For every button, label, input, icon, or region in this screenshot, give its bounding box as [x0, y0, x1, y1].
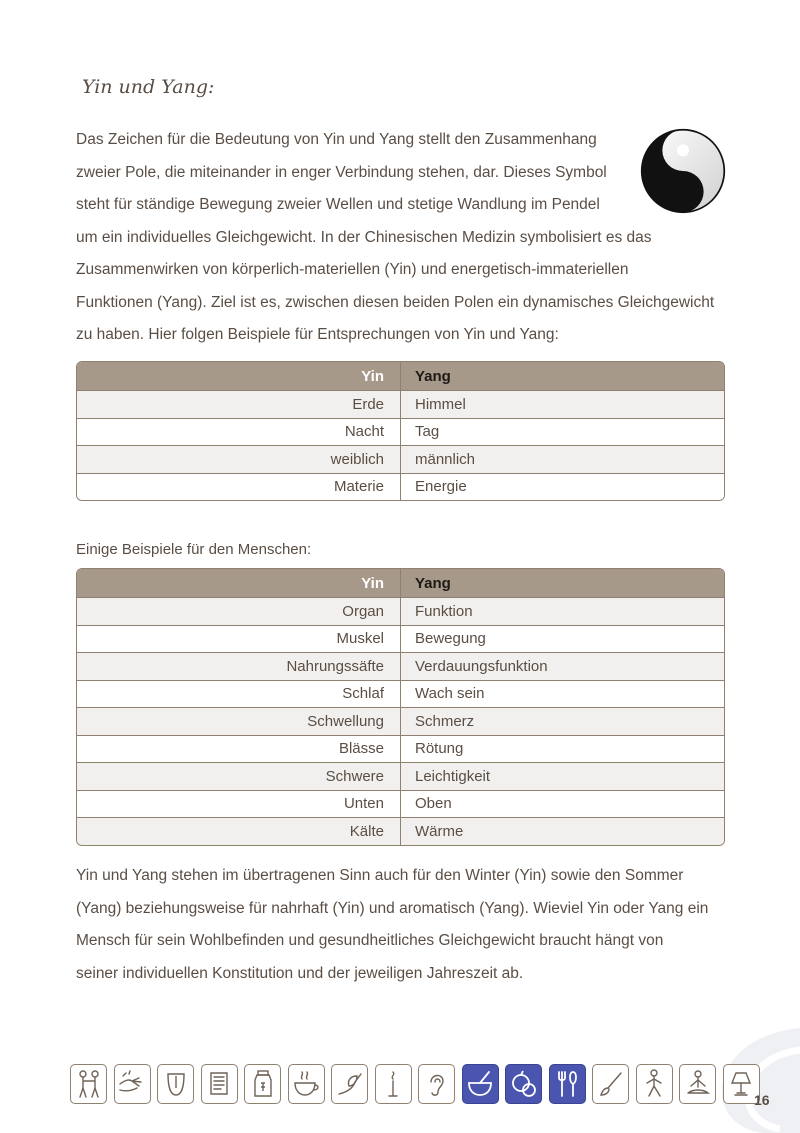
- couple-icon: [74, 1068, 104, 1100]
- cell-yin: Materie: [77, 473, 401, 501]
- nav-meditation[interactable]: [679, 1064, 716, 1104]
- table-row: [77, 418, 724, 446]
- page-number: 16: [754, 1092, 770, 1108]
- cell-yang: Verdauungsfunktion: [401, 652, 724, 680]
- cell-yin: Nahrungssäfte: [77, 652, 401, 680]
- intro-paragraph: [76, 124, 726, 352]
- leaf-hand-icon: [335, 1068, 365, 1100]
- intro-line: Funktionen (Yang). Ziel ist es, zwischen diesen beiden Polen ein dynamisches Gleichgewicht: [76, 293, 715, 311]
- table-row: [77, 390, 724, 418]
- header-yin: Yin: [77, 569, 401, 597]
- section-heading: Yin und Yang:: [82, 76, 215, 98]
- cell-yin: Erde: [77, 390, 401, 418]
- nav-incense[interactable]: [375, 1064, 412, 1104]
- nav-fruit[interactable]: [505, 1064, 542, 1104]
- intro-line: zu haben. Hier folgen Beispiele für Entsprechungen von Yin und Yang:: [76, 326, 559, 343]
- table-row: [77, 597, 724, 625]
- cell-yang: Leichtigkeit: [401, 762, 724, 790]
- cell-yang: Wach sein: [401, 680, 724, 708]
- cell-yin: Kälte: [77, 817, 401, 845]
- lamp-icon: [726, 1068, 756, 1100]
- nav-tea[interactable]: [288, 1064, 325, 1104]
- hands-icon: [117, 1068, 147, 1100]
- nav-couple[interactable]: [70, 1064, 107, 1104]
- intro-line: Zusammenwirken von körperlich-materiellen (Yin) und energetisch-immateriellen: [76, 261, 629, 278]
- closing-paragraph: [76, 860, 726, 990]
- cell-yang: Oben: [401, 790, 724, 818]
- cell-yin: Unten: [77, 790, 401, 818]
- table-row: [77, 707, 724, 735]
- table-row: [77, 473, 724, 501]
- cell-yang: Bewegung: [401, 625, 724, 653]
- cell-yang: Wärme: [401, 817, 724, 845]
- qigong-figure-icon: [639, 1068, 669, 1100]
- cell-yin: Nacht: [77, 418, 401, 446]
- tongue-icon: [161, 1068, 191, 1100]
- fruit-icon: [509, 1068, 539, 1100]
- intro-line: um ein individuelles Gleichgewicht. In der Chinesischen Medizin symbolisiert es das: [76, 228, 652, 246]
- scroll-icon: [204, 1068, 234, 1100]
- table-row: [77, 625, 724, 653]
- tea-cup-icon: [291, 1068, 321, 1100]
- table-header-row: [77, 362, 724, 390]
- outro-line: Mensch für sein Wohlbefinden und gesundheitliches Gleichgewicht braucht hängt von: [76, 932, 664, 949]
- jar-icon: [248, 1068, 278, 1100]
- correspondence-table: [76, 361, 725, 501]
- outro-line: seiner individuellen Konstitution und der jeweiligen Jahreszeit ab.: [76, 964, 524, 982]
- meditation-icon: [683, 1068, 713, 1100]
- nav-mortar[interactable]: [462, 1064, 499, 1104]
- nav-ear[interactable]: [418, 1064, 455, 1104]
- nav-scroll[interactable]: [201, 1064, 238, 1104]
- cell-yang: Himmel: [401, 390, 724, 418]
- nav-leaf-hand[interactable]: [331, 1064, 368, 1104]
- cell-yin: Muskel: [77, 625, 401, 653]
- cell-yang: Energie: [401, 473, 724, 501]
- intro-line: zweier Pole, die miteinander in enger Verbindung stehen, dar. Dieses Symbol: [76, 163, 607, 181]
- cell-yin: Organ: [77, 597, 401, 625]
- intro-line: Das Zeichen für die Bedeutung von Yin und Yang stellt den Zusammenhang: [76, 131, 597, 148]
- table-row: [77, 652, 724, 680]
- outro-line: Yin und Yang stehen im übertragenen Sinn auch für den Winter (Yin) sowie den Sommer: [76, 867, 684, 884]
- nav-cutlery[interactable]: [549, 1064, 586, 1104]
- cell-yang: Rötung: [401, 735, 724, 763]
- table2-caption: Einige Beispiele für den Menschen:: [76, 541, 312, 558]
- cell-yang: Funktion: [401, 597, 724, 625]
- cell-yin: Blässe: [77, 735, 401, 763]
- table-row: [77, 762, 724, 790]
- cutlery-icon: [552, 1068, 582, 1100]
- nav-hands[interactable]: [114, 1064, 151, 1104]
- table-header-row: [77, 569, 724, 597]
- ear-icon: [422, 1068, 452, 1100]
- intro-line: steht für ständige Bewegung zweier Wellen und stetige Wandlung im Pendel: [76, 196, 600, 213]
- table-row: [77, 445, 724, 473]
- table-row: [77, 817, 724, 845]
- nav-tongue[interactable]: [157, 1064, 194, 1104]
- cell-yin: Schwellung: [77, 707, 401, 735]
- nav-jar[interactable]: [244, 1064, 281, 1104]
- cell-yang: Schmerz: [401, 707, 724, 735]
- cell-yang: männlich: [401, 445, 724, 473]
- header-yang: Yang: [401, 362, 724, 390]
- cell-yin: Schlaf: [77, 680, 401, 708]
- table-row: [77, 680, 724, 708]
- cell-yang: Tag: [401, 418, 724, 446]
- mortar-icon: [465, 1068, 495, 1100]
- nav-figure[interactable]: [636, 1064, 673, 1104]
- nav-brush[interactable]: [592, 1064, 629, 1104]
- human-examples-table: [76, 568, 725, 846]
- yin-yang-icon: [640, 128, 726, 214]
- cell-yin: weiblich: [77, 445, 401, 473]
- table-row: [77, 790, 724, 818]
- header-yin: Yin: [77, 362, 401, 390]
- cell-yin: Schwere: [77, 762, 401, 790]
- outro-line: (Yang) beziehungsweise für nahrhaft (Yin) und aromatisch (Yang). Wieviel Yin oder Yang ein: [76, 899, 709, 917]
- header-yang: Yang: [401, 569, 724, 597]
- chapter-nav-bar: [70, 1064, 760, 1108]
- table-row: [77, 735, 724, 763]
- brush-icon: [596, 1068, 626, 1100]
- incense-icon: [378, 1068, 408, 1100]
